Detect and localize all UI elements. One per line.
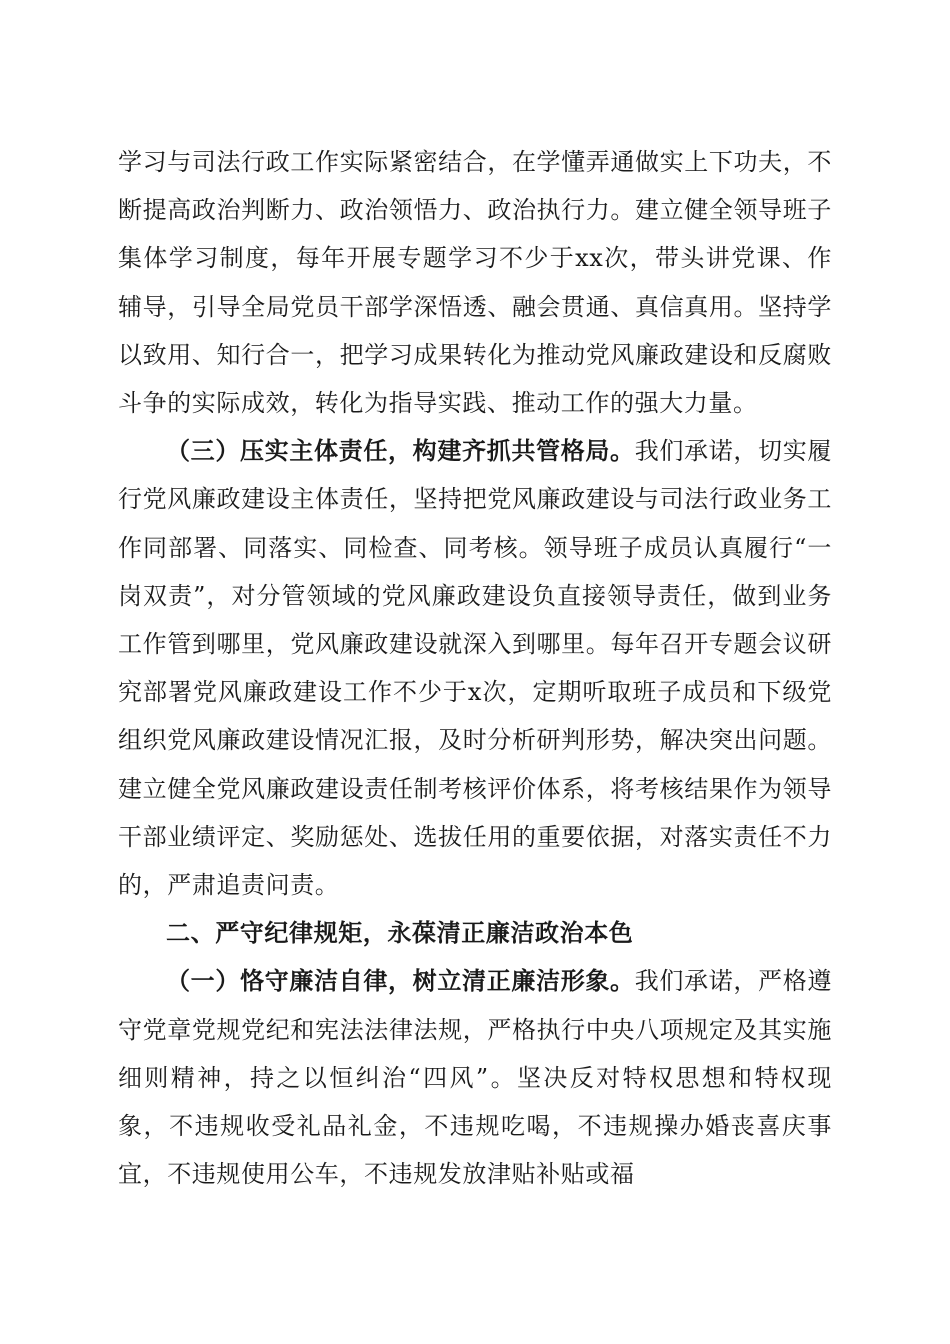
paragraph-study xyxy=(118,138,832,427)
paragraph-integrity xyxy=(118,957,832,1198)
paragraph-study-text: 学习与司法行政工作实际紧密结合，在学懂弄通做实上下功夫，不断提高政治判断力、政治领悟力、政治执行力。建立健全领导班子集体学习制度，每年开展专题学习不少于xx次，带头讲党课、作辅导，引导全局党员干部学深悟透、融会贯通、真信真用。坚持学以致用、知行合一，把学习成果转化为推动党风廉政建设和反腐败斗争的实际成效，转化为指导实践、推动工作的强大力量。 xyxy=(118,148,832,418)
subheading-3: （三）压实主体责任，构建齐抓共管格局。 xyxy=(166,436,635,466)
paragraph-main-responsibility-text: 我们承诺，切实履行党风廉政建设主体责任，坚持把党风廉政建设与司法行政业务工作同部署、同落实、同检查、同考核。领导班子成员认真履行“一岗双责”，对分管领域的党风廉政建设负直接领导责任，做到业务工作管到哪里，党风廉政建设就深入到哪里。每年召开专题会议研究部署党风廉政建设工作不少于x次，定期听取班子成员和下级党组织党风廉政建设情况汇报，及时分析研判形势，解决突出问题。建立健全党风廉政建设责任制考核评价体系，将考核结果作为领导干部业绩评定、奖励惩处、选拔任用的重要依据，对落实责任不力的，严肃追责问责。 xyxy=(118,437,832,900)
paragraph-main-responsibility xyxy=(118,427,832,909)
paragraph-integrity-text: 我们承诺，严格遵守党章党规党纪和宪法法律法规，严格执行中央八项规定及其实施细则精神，持之以恒纠治“四风”。坚决反对特权思想和特权现象，不违规收受礼品礼金，不违规吃喝，不违规操办婚丧喜庆事宜，不违规使用公车，不违规发放津贴补贴或福 xyxy=(118,967,832,1189)
section-heading-2: 二、严守纪律规矩，永葆清正廉洁政治本色 xyxy=(166,919,634,948)
document-body xyxy=(118,138,832,1198)
subheading-1: （一）恪守廉洁自律，树立清正廉洁形象。 xyxy=(166,966,635,996)
